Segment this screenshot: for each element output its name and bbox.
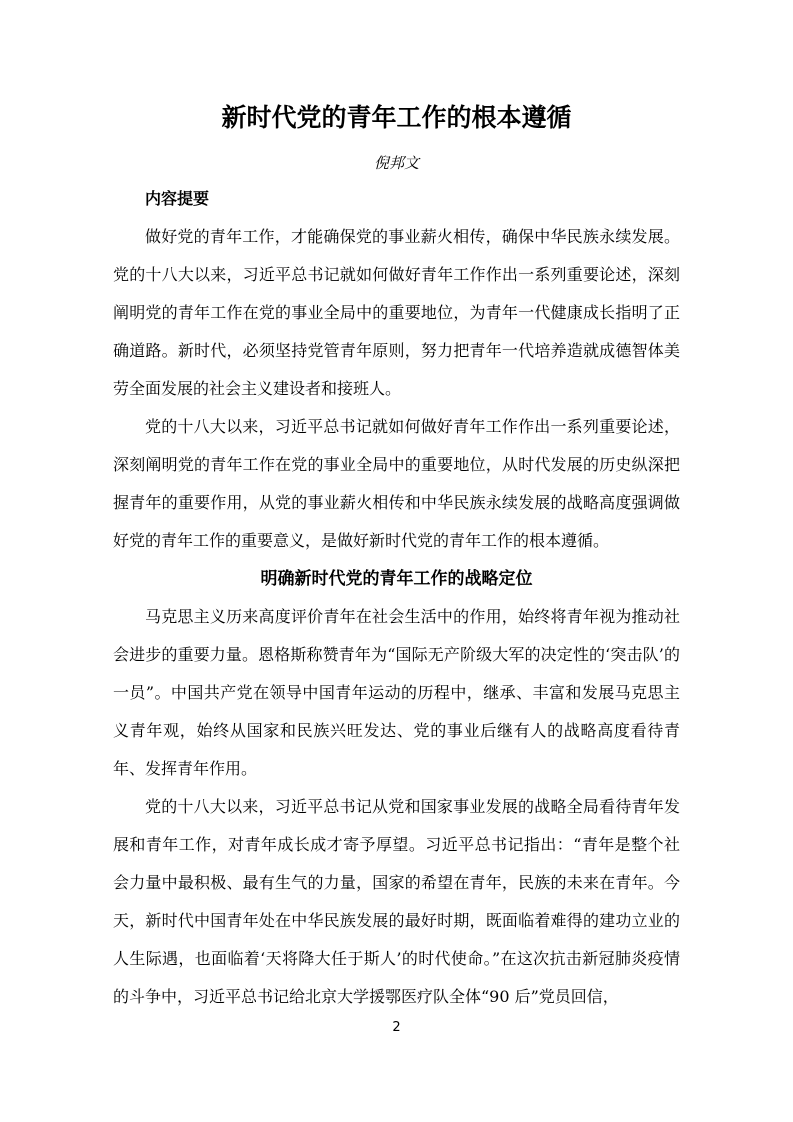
section-heading: 明确新时代党的青年工作的战略定位 xyxy=(260,569,533,589)
intro-paragraph: 党的十八大以来，习近平总书记就如何做好青年工作作出一系列重要论述，深刻阐明党的青年工作在党的事业全局中的重要地位，从时代发展的历史纵深把握青年的重要作用，从党的事业薪火相传和中华民族永续发展的战略高度强调做好党的青年工作的重要意义，是做好新时代党的青年工作的根本遵循。 xyxy=(113,417,680,550)
abstract-paragraph: 做好党的青年工作，才能确保党的事业薪火相传，确保中华民族永续发展。党的十八大以来，习近平总书记就如何做好青年工作作出一系列重要论述，深刻阐明党的青年工作在党的事业全局中的重要地位，为青年一代健康成长指明了正确道路。新时代，必须坚持党管青年原则，努力把青年一代培养造就成德智体美劳全面发展的社会主义建设者和接班人。 xyxy=(113,227,680,398)
page-number: 2 xyxy=(392,1020,401,1035)
abstract-label: 内容提要 xyxy=(145,189,210,208)
body-paragraph: 马克思主义历来高度评价青年在社会生活中的作用，始终将青年视为推动社会进步的重要力量。恩格斯称赞青年为“国际无产阶级大军的决定性的‘突击队’的一员”。中国共产党在领导中国青年运动的历程中，继承、丰富和发展马克思主义青年观，始终从国家和民族兴旺发达、党的事业后继有人的战略高度看待青年、发挥青年作用。 xyxy=(113,607,680,778)
author-name: 倪邦文 xyxy=(373,154,419,172)
body-paragraph: 党的十八大以来，习近平总书记从党和国家事业发展的战略全局看待青年发展和青年工作，对青年成长成才寄予厚望。习近平总书记指出：“青年是整个社会力量中最积极、最有生气的力量，国家的希望在青年，民族的未来在青年。今天，新时代中国青年处在中华民族发展的最好时期，既面临着难得的建功立业的人生际遇，也面临着‘天将降大任于斯人’的时代使命。”在这次抗击新冠肺炎疫情的斗争中，习近平总书记给北京大学援鄂医疗队全体“90 后”党员回信， xyxy=(113,797,680,1006)
page-title: 新时代党的青年工作的根本遵循 xyxy=(221,103,572,132)
